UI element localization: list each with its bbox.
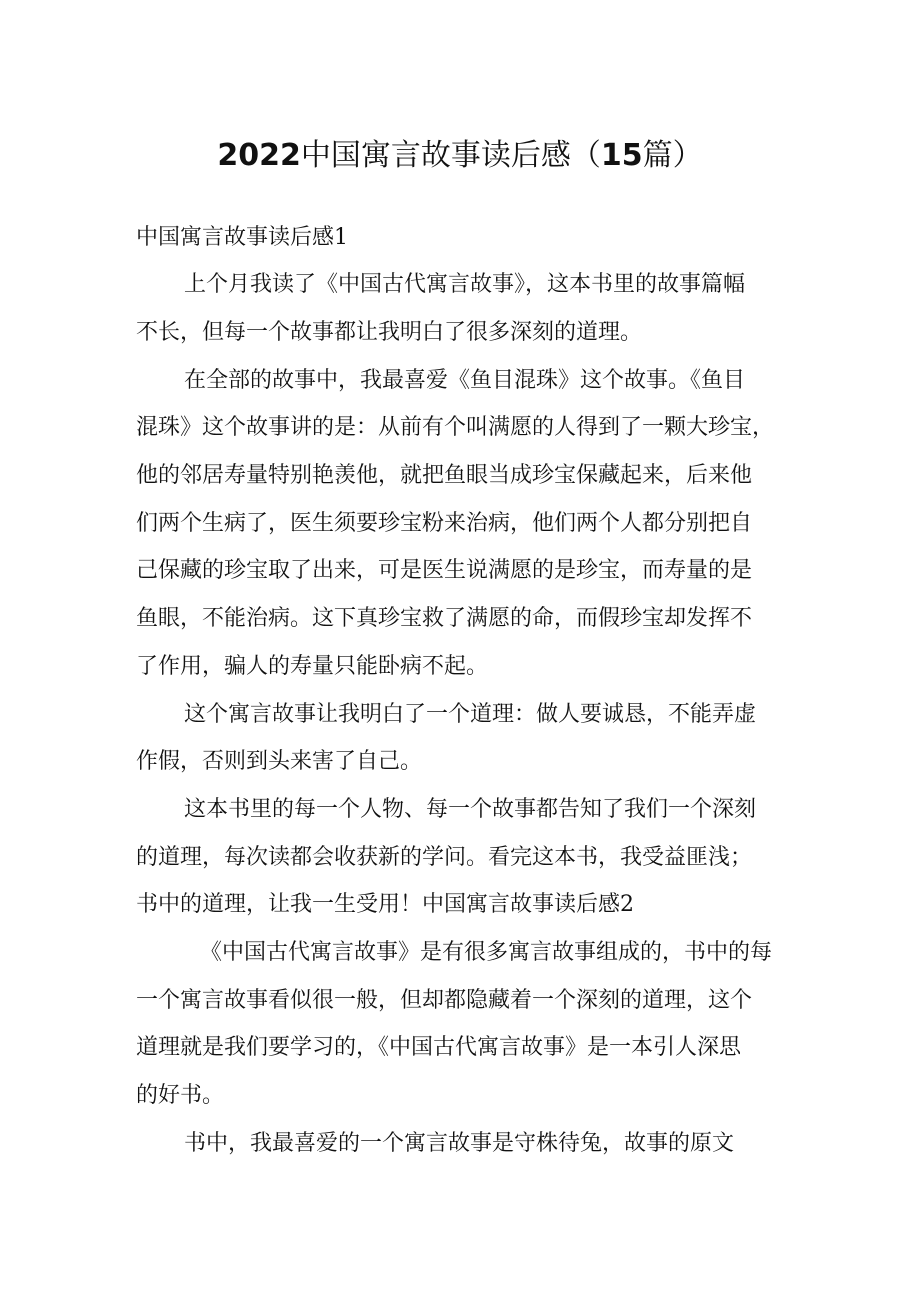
text-line: 鱼眼，不能治病。这下真珍宝救了满愿的命，而假珍宝却发挥不	[136, 606, 753, 631]
text-line: 这个寓言故事让我明白了一个道理：做人要诚恳，不能弄虚	[184, 702, 757, 727]
text-line: 己保藏的珍宝取了出来，可是医生说满愿的是珍宝，而寿量的是	[136, 558, 753, 583]
document-title	[0, 134, 920, 178]
text-line: 书中的道理，让我一生受用！中国寓言故事读后感2	[136, 892, 634, 917]
text-line: 在全部的故事中，我最喜爱《鱼目混珠》这个故事。《鱼目	[184, 368, 746, 393]
text-line: 书中，我最喜爱的一个寓言故事是守株待兔，故事的原文	[184, 1131, 735, 1156]
text-line: 不长，但每一个故事都让我明白了很多深刻的道理。	[136, 320, 643, 345]
text-line: 一个寓言故事看似很一般，但却都隐藏着一个深刻的道理，这个	[136, 988, 753, 1013]
section-heading-1: 中国寓言故事读后感1	[136, 225, 348, 250]
text-line: 道理就是我们要学习的，《中国古代寓言故事》是一本引人深思	[136, 1035, 742, 1060]
title-suffix: 篇）	[642, 138, 703, 173]
text-line: 的道理，每次读都会收获新的学问。看完这本书，我受益匪浅；	[136, 845, 753, 870]
text-line: 他的邻居寿量特别艳羡他，就把鱼眼当成珍宝保藏起来，后来他	[136, 463, 753, 488]
text-line: 这本书里的每一个人物、每一个故事都告知了我们一个深刻	[184, 797, 757, 822]
text-line: 《中国古代寓言故事》是有很多寓言故事组成的，书中的每	[200, 940, 773, 965]
text-line: 了作用，骗人的寿量只能卧病不起。	[136, 654, 489, 679]
text-line: 混珠》这个故事讲的是：从前有个叫满愿的人得到了一颗大珍宝，	[136, 415, 775, 440]
title-count: 15	[600, 138, 643, 173]
text-line: 的好书。	[136, 1083, 225, 1108]
title-year: 2022	[217, 138, 301, 173]
text-line: 上个月我读了《中国古代寓言故事》，这本书里的故事篇幅	[184, 272, 746, 297]
text-line: 作假，否则到头来害了自己。	[136, 749, 423, 774]
title-main: 中国寓言故事读后感（	[300, 138, 601, 173]
text-line: 们两个生病了，医生须要珍宝粉来治病，他们两个人都分别把自	[136, 511, 753, 536]
